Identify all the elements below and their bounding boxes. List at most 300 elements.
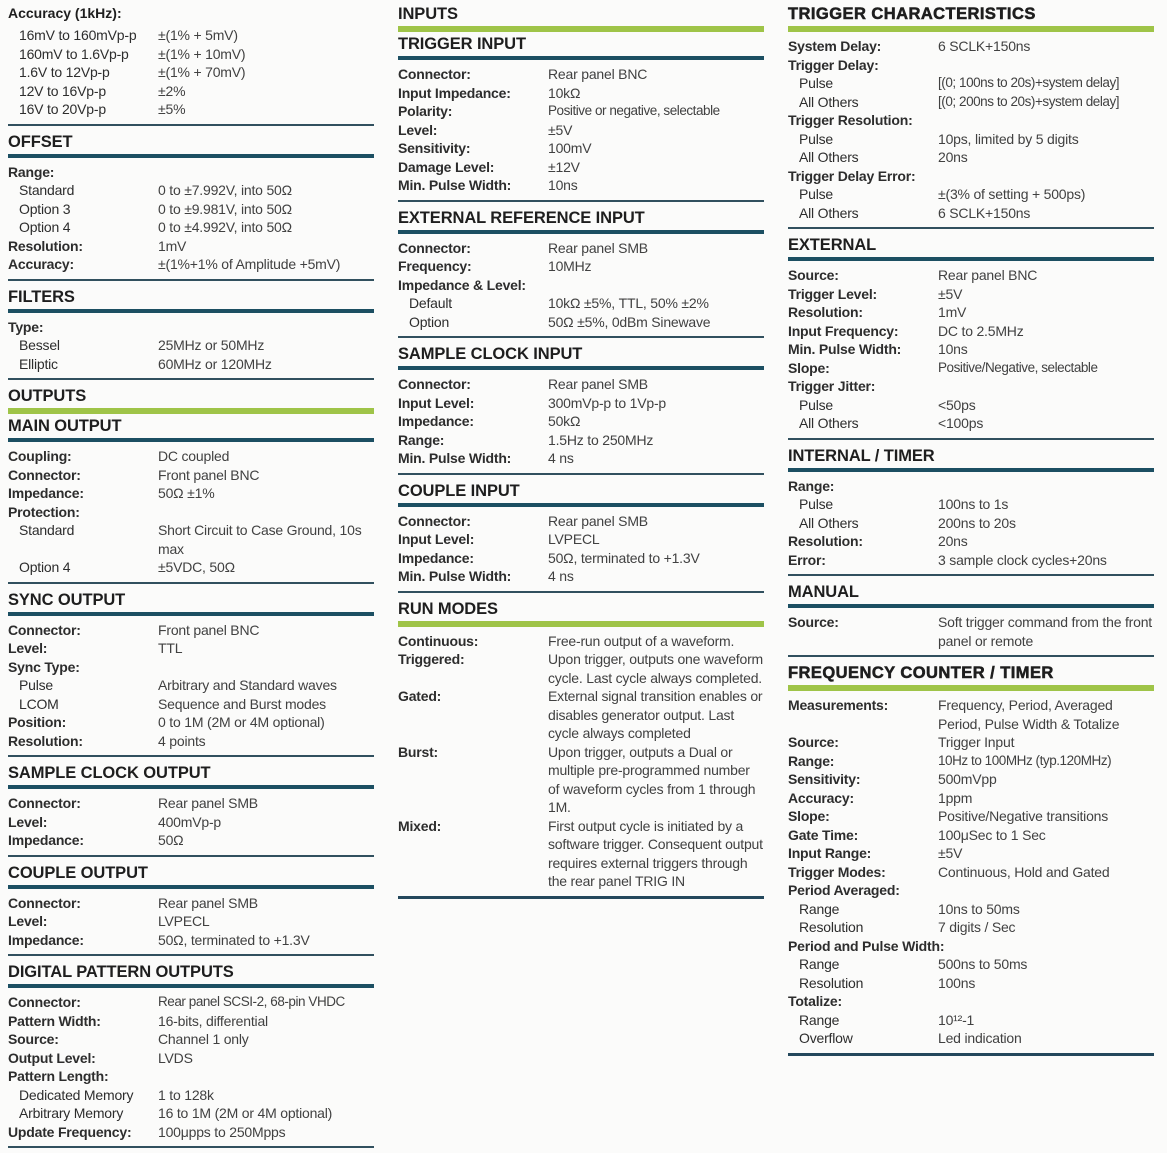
spec-value: 50kΩ bbox=[548, 413, 581, 429]
spec-value: 100ns bbox=[938, 974, 976, 991]
spec-value: 10MHz bbox=[548, 258, 592, 274]
spec-value: 500mVpp bbox=[938, 771, 997, 787]
spec-row bbox=[8, 466, 374, 485]
spec-row bbox=[8, 1012, 374, 1031]
spec-label: Trigger Resolution: bbox=[788, 112, 913, 128]
spec-label: Connector: bbox=[8, 795, 81, 811]
spec-label: Level: bbox=[398, 121, 438, 138]
spec-row bbox=[788, 844, 1154, 863]
spec-label: Coupling: bbox=[8, 448, 72, 464]
spec-value: ±5VDC, 50Ω bbox=[158, 559, 235, 575]
section-title: SAMPLE CLOCK INPUT bbox=[398, 345, 583, 363]
spec-value: 10ns bbox=[548, 177, 578, 193]
section-title: EXTERNAL REFERENCE INPUT bbox=[398, 208, 645, 227]
spec-row bbox=[788, 266, 1154, 285]
spec-value: 200ns to 20s bbox=[938, 514, 1016, 531]
spec-label: Frequency: bbox=[398, 258, 472, 274]
spec-label: Impedance: bbox=[8, 931, 84, 948]
spec-row bbox=[398, 394, 764, 413]
spec-label: Default bbox=[409, 295, 452, 311]
spec-row bbox=[8, 318, 374, 337]
spec-row bbox=[788, 477, 1154, 496]
spec-value: 0 to ±4.992V, into 50Ω bbox=[158, 219, 292, 235]
spec-label: Output Level: bbox=[8, 1049, 96, 1066]
section-title: COUPLE INPUT bbox=[398, 481, 520, 500]
spec-value: Channel 1 only bbox=[158, 1031, 249, 1047]
spec-row bbox=[398, 512, 764, 531]
spec-label: System Delay: bbox=[788, 38, 882, 54]
spec-value: 1mV bbox=[158, 237, 187, 254]
spec-label: Range: bbox=[8, 163, 55, 180]
section-divider bbox=[398, 473, 764, 475]
section-title: OUTPUTS bbox=[8, 387, 87, 405]
spec-row bbox=[788, 532, 1154, 551]
spec-label: Impedance: bbox=[8, 485, 84, 501]
spec-row bbox=[8, 200, 374, 219]
spec-row bbox=[788, 1011, 1154, 1030]
spec-value: Rear panel SCSI-2, 68-pin VHDC bbox=[158, 994, 345, 1009]
spec-row bbox=[788, 285, 1154, 304]
spec-value: DC coupled bbox=[158, 448, 230, 464]
spec-row bbox=[788, 770, 1154, 789]
spec-value: 0 to ±7.992V, into 50Ω bbox=[158, 182, 292, 198]
spec-row bbox=[788, 937, 1154, 956]
spec-row bbox=[788, 322, 1154, 341]
spec-row bbox=[8, 255, 374, 274]
spec-label: Pulse bbox=[799, 496, 834, 512]
spec-label: Range: bbox=[398, 431, 445, 448]
spec-value: Soft trigger command from the front panel or remote bbox=[938, 614, 1152, 649]
spec-value: ±2% bbox=[158, 82, 186, 99]
section-divider bbox=[788, 574, 1154, 576]
spec-row bbox=[398, 239, 764, 258]
spec-row bbox=[788, 340, 1154, 359]
spec-value: 20ns bbox=[938, 149, 968, 165]
spec-label: Pattern Width: bbox=[8, 1012, 101, 1029]
spec-label: Continuous: bbox=[398, 632, 479, 649]
spec-label: Source: bbox=[8, 1031, 59, 1047]
spec-value: Upon trigger, outputs one waveform cycle. Last cycle always completed. bbox=[548, 651, 763, 686]
spec-row bbox=[8, 639, 374, 658]
section-title: OFFSET bbox=[8, 132, 73, 151]
section-internal-timer bbox=[788, 446, 1154, 577]
spec-value: 50Ω ±1% bbox=[158, 485, 215, 501]
spec-label: Trigger Delay: bbox=[788, 56, 879, 73]
spec-row bbox=[788, 974, 1154, 993]
spec-label: Range bbox=[799, 1011, 840, 1028]
spec-row bbox=[788, 74, 1154, 93]
spec-value: 3 sample clock cycles+20ns bbox=[938, 551, 1107, 568]
spec-label: 16V to 20Vp-p bbox=[19, 101, 106, 117]
column-2 bbox=[398, 4, 764, 1148]
spec-value: 1ppm bbox=[938, 789, 973, 806]
spec-row bbox=[398, 176, 764, 195]
spec-label: Option bbox=[409, 313, 450, 330]
spec-row bbox=[8, 931, 374, 950]
spec-label: Overflow bbox=[799, 1030, 853, 1046]
spec-row bbox=[398, 687, 764, 743]
spec-value: [(0; 100ns to 20s)+system delay] bbox=[938, 75, 1120, 90]
spec-label: Min. Pulse Width: bbox=[398, 450, 512, 466]
spec-value: ±(1% + 5mV) bbox=[158, 27, 238, 43]
section-main-output bbox=[8, 416, 374, 584]
spec-value: TTL bbox=[158, 640, 183, 656]
spec-value: 1mV bbox=[938, 304, 967, 320]
spec-label: Input Impedance: bbox=[398, 84, 511, 101]
section-rows bbox=[398, 507, 764, 586]
section-outputs bbox=[8, 386, 374, 414]
spec-value: 10Hz to 100MHz (typ.120MHz) bbox=[938, 752, 1112, 768]
spec-value: Rear panel SMB bbox=[548, 512, 648, 529]
spec-label: Bessel bbox=[19, 337, 60, 353]
spec-label: Trigger Level: bbox=[788, 285, 878, 302]
section-filters bbox=[8, 287, 374, 381]
spec-value: 50Ω, terminated to +1.3V bbox=[548, 549, 700, 566]
spec-value: ±(1% + 10mV) bbox=[158, 45, 246, 62]
spec-row bbox=[788, 414, 1154, 433]
section-rows bbox=[398, 234, 764, 332]
spec-value: 6 SCLK+150ns bbox=[938, 204, 1031, 221]
spec-row bbox=[8, 1030, 374, 1049]
spec-value: Sequence and Burst modes bbox=[158, 695, 326, 712]
spec-label: Sensitivity: bbox=[398, 140, 471, 156]
spec-row bbox=[8, 732, 374, 751]
spec-value: ±5% bbox=[158, 101, 186, 117]
section-external-reference-input bbox=[398, 208, 764, 339]
section-divider bbox=[8, 954, 374, 956]
spec-row bbox=[398, 158, 764, 177]
section-divider bbox=[788, 438, 1154, 440]
section-title: INPUTS bbox=[398, 5, 458, 23]
spec-row bbox=[788, 752, 1154, 771]
spec-row bbox=[788, 185, 1154, 204]
spec-label: Input Frequency: bbox=[788, 322, 899, 339]
spec-label: LCOM bbox=[19, 695, 59, 712]
section-underline bbox=[398, 26, 764, 32]
spec-value: 4 points bbox=[158, 732, 206, 749]
spec-label: Connector: bbox=[8, 994, 81, 1010]
spec-label: Standard bbox=[19, 182, 75, 198]
spec-value: Positive/Negative transitions bbox=[938, 808, 1109, 824]
spec-value: 50Ω bbox=[158, 832, 184, 848]
spec-row bbox=[8, 503, 374, 522]
spec-label: Accuracy: bbox=[8, 256, 74, 272]
section-rows bbox=[8, 789, 374, 850]
spec-label: Sync Type: bbox=[8, 658, 80, 675]
section-run-modes bbox=[398, 599, 764, 899]
spec-value: 10ns to 50ms bbox=[938, 900, 1020, 917]
spec-row bbox=[788, 918, 1154, 937]
spec-row bbox=[398, 530, 764, 549]
section-trigger-input bbox=[398, 34, 764, 202]
section-rows bbox=[398, 370, 764, 468]
spec-label: Connector: bbox=[8, 894, 81, 911]
section-frequency-counter-timer bbox=[788, 663, 1154, 1056]
spec-row bbox=[8, 355, 374, 374]
spec-value: LVPECL bbox=[548, 531, 600, 547]
spec-label: Totalize: bbox=[788, 993, 842, 1009]
spec-row bbox=[788, 37, 1154, 56]
spec-label: Min. Pulse Width: bbox=[398, 568, 512, 584]
spec-row bbox=[788, 826, 1154, 845]
spec-label: Resolution bbox=[799, 919, 864, 935]
section-rows bbox=[8, 313, 374, 374]
spec-value: Front panel BNC bbox=[158, 466, 260, 483]
spec-row bbox=[788, 807, 1154, 826]
spec-row bbox=[788, 696, 1154, 733]
section-title: EXTERNAL bbox=[788, 236, 877, 254]
spec-label: Option 4 bbox=[19, 559, 71, 575]
spec-value: 1 to 128k bbox=[158, 1086, 214, 1103]
section-rows bbox=[788, 608, 1154, 650]
spec-label: Range bbox=[799, 900, 840, 917]
section-divider bbox=[788, 655, 1154, 657]
spec-row bbox=[8, 1067, 374, 1086]
spec-label: 160mV to 1.6Vp-p bbox=[19, 45, 129, 62]
spec-row bbox=[788, 881, 1154, 900]
section-rows bbox=[8, 442, 374, 577]
section-divider bbox=[398, 336, 764, 338]
spec-value: 10ps, limited by 5 digits bbox=[938, 130, 1079, 147]
spec-value: Positive/Negative, selectable bbox=[938, 359, 1098, 375]
spec-value: 10kΩ bbox=[548, 84, 581, 101]
spec-label: Impedance: bbox=[398, 413, 474, 429]
section-divider bbox=[398, 896, 764, 899]
section-offset bbox=[8, 132, 374, 281]
spec-row bbox=[8, 82, 374, 101]
spec-label: Level: bbox=[8, 813, 48, 830]
spec-row bbox=[8, 181, 374, 200]
section-divider bbox=[8, 755, 374, 757]
spec-label: Min. Pulse Width: bbox=[398, 177, 512, 193]
spec-row bbox=[788, 303, 1154, 322]
spec-label: Measurements: bbox=[788, 697, 889, 713]
spec-value: 7 digits / Sec bbox=[938, 919, 1016, 935]
spec-row bbox=[398, 257, 764, 276]
section-rows bbox=[788, 472, 1154, 570]
spec-label: Input Range: bbox=[788, 845, 872, 861]
spec-row bbox=[8, 993, 374, 1012]
spec-row bbox=[788, 167, 1154, 186]
spec-row bbox=[398, 549, 764, 568]
spec-label: Burst: bbox=[398, 743, 439, 760]
spec-label: All Others bbox=[799, 514, 859, 531]
spec-label: 1.6V to 12Vp-p bbox=[19, 64, 110, 80]
spec-value: 25MHz or 50MHz bbox=[158, 337, 265, 353]
section-title: TRIGGER INPUT bbox=[398, 35, 526, 53]
section-rows bbox=[788, 32, 1154, 222]
spec-label: Range: bbox=[788, 752, 835, 769]
section-title: MAIN OUTPUT bbox=[8, 417, 122, 435]
column-3 bbox=[788, 4, 1154, 1148]
spec-row bbox=[8, 1123, 374, 1142]
spec-row bbox=[8, 676, 374, 695]
spec-label: Range: bbox=[788, 477, 835, 494]
spec-label: Pulse bbox=[19, 677, 54, 693]
section-rows bbox=[788, 261, 1154, 433]
spec-value: Rear panel SMB bbox=[158, 795, 258, 811]
spec-value: LVDS bbox=[158, 1049, 193, 1066]
spec-row bbox=[8, 621, 374, 640]
section-divider bbox=[398, 200, 764, 202]
section-title: SYNC OUTPUT bbox=[8, 590, 126, 609]
spec-row bbox=[788, 733, 1154, 752]
spec-label: All Others bbox=[799, 415, 859, 431]
spec-value: Continuous, Hold and Gated bbox=[938, 863, 1110, 880]
section-rows bbox=[8, 616, 374, 751]
spec-value: Rear panel SMB bbox=[158, 894, 258, 911]
spec-value: 100ns to 1s bbox=[938, 496, 1009, 512]
spec-value: 16 to 1M (2M or 4M optional) bbox=[158, 1105, 333, 1121]
spec-row bbox=[8, 100, 374, 119]
spec-value: 300mVp-p to 1Vp-p bbox=[548, 394, 667, 411]
spec-row bbox=[788, 863, 1154, 882]
spec-label: Connector: bbox=[398, 512, 471, 529]
spec-label: Sensitivity: bbox=[788, 771, 861, 787]
spec-value: 10ns bbox=[938, 341, 968, 357]
spec-value: ±(1% + 70mV) bbox=[158, 64, 246, 80]
spec-row bbox=[788, 396, 1154, 415]
section-title: FILTERS bbox=[8, 287, 75, 306]
spec-row bbox=[398, 449, 764, 468]
spec-label: Pulse bbox=[799, 186, 834, 202]
section-title: SAMPLE CLOCK OUTPUT bbox=[8, 764, 211, 782]
spec-value: ±5V bbox=[938, 285, 963, 302]
spec-label: Error: bbox=[788, 551, 826, 568]
spec-row bbox=[398, 375, 764, 394]
spec-row bbox=[788, 789, 1154, 808]
spec-label: Level: bbox=[8, 913, 48, 929]
spec-value: 100μpps to 250Mpps bbox=[158, 1123, 286, 1140]
spec-label: Arbitrary Memory bbox=[19, 1105, 124, 1121]
spec-row bbox=[398, 121, 764, 140]
section-accuracy-1khz bbox=[8, 4, 374, 126]
spec-value: Upon trigger, outputs a Dual or multiple pre-programmed number of waveform cycles from 1 through 1M. bbox=[548, 743, 756, 815]
spec-row bbox=[398, 743, 764, 817]
spec-label: Dedicated Memory bbox=[19, 1086, 134, 1103]
spec-label: Slope: bbox=[788, 359, 830, 376]
spec-value: 16-bits, differential bbox=[158, 1012, 268, 1029]
spec-row bbox=[398, 817, 764, 891]
section-divider bbox=[8, 582, 374, 584]
spec-row bbox=[8, 1086, 374, 1105]
column-1 bbox=[8, 4, 374, 1148]
spec-row bbox=[8, 26, 374, 45]
spec-value: ±5V bbox=[548, 121, 573, 138]
spec-row bbox=[788, 514, 1154, 533]
section-title: INTERNAL / TIMER bbox=[788, 446, 935, 465]
spec-label: All Others bbox=[799, 204, 859, 221]
section-title: RUN MODES bbox=[398, 599, 498, 618]
spec-value: 10¹²-1 bbox=[938, 1011, 975, 1028]
section-trigger-characteristics bbox=[788, 4, 1154, 229]
spec-row bbox=[8, 794, 374, 813]
section-manual bbox=[788, 582, 1154, 657]
spec-label: Min. Pulse Width: bbox=[788, 341, 902, 357]
spec-label: Position: bbox=[8, 714, 67, 730]
spec-row bbox=[398, 650, 764, 687]
spec-value: Frequency, Period, Averaged Period, Pulse Width & Totalize bbox=[938, 697, 1120, 732]
spec-label: Resolution bbox=[799, 974, 864, 991]
spec-row bbox=[788, 56, 1154, 75]
spec-row bbox=[398, 567, 764, 586]
spec-row bbox=[8, 447, 374, 466]
spec-row bbox=[398, 431, 764, 450]
spec-label: Range bbox=[799, 956, 840, 972]
section-rows bbox=[8, 158, 374, 274]
spec-row bbox=[8, 831, 374, 850]
section-external bbox=[788, 235, 1154, 440]
section-title: FREQUENCY COUNTER / TIMER bbox=[788, 664, 1054, 682]
spec-label: Pulse bbox=[799, 75, 834, 91]
spec-value: Rear panel SMB bbox=[548, 376, 648, 392]
section-divider bbox=[788, 227, 1154, 229]
section-title: DIGITAL PATTERN OUTPUTS bbox=[8, 963, 234, 981]
spec-value: Short Circuit to Case Ground, 10s max bbox=[158, 522, 362, 557]
spec-label: Resolution: bbox=[788, 533, 863, 549]
spec-value: Rear panel BNC bbox=[548, 66, 648, 82]
spec-value: 20ns bbox=[938, 533, 968, 549]
spec-value: Front panel BNC bbox=[158, 621, 260, 638]
spec-row bbox=[398, 632, 764, 651]
spec-value: Free-run output of a waveform. bbox=[548, 632, 735, 649]
spec-label: Trigger Jitter: bbox=[788, 378, 876, 394]
spec-label: Triggered: bbox=[398, 651, 465, 667]
spec-label: Source: bbox=[788, 734, 839, 750]
spec-row bbox=[398, 139, 764, 158]
spec-label: Pulse bbox=[799, 130, 834, 147]
spec-label: Trigger Modes: bbox=[788, 863, 886, 880]
spec-value: 50Ω ±5%, 0dBm Sinewave bbox=[548, 313, 711, 330]
spec-row bbox=[788, 111, 1154, 130]
spec-label: Slope: bbox=[788, 808, 830, 824]
spec-row bbox=[398, 412, 764, 431]
spec-row bbox=[788, 551, 1154, 570]
spec-label: Connector: bbox=[398, 239, 471, 256]
section-rows bbox=[8, 889, 374, 950]
spec-label: Resolution: bbox=[788, 304, 863, 320]
spec-label: Damage Level: bbox=[398, 158, 495, 175]
section-couple-output bbox=[8, 863, 374, 957]
spec-row bbox=[398, 65, 764, 84]
spec-label: Accuracy: bbox=[788, 789, 854, 806]
spec-value: Arbitrary and Standard waves bbox=[158, 677, 337, 693]
spec-value: ±5V bbox=[938, 845, 963, 861]
spec-row bbox=[788, 359, 1154, 378]
section-sample-clock-output bbox=[8, 763, 374, 857]
section-rows bbox=[398, 627, 764, 891]
spec-value: 100μSec to 1 Sec bbox=[938, 826, 1046, 843]
spec-label: All Others bbox=[799, 149, 859, 165]
section-inputs bbox=[398, 4, 764, 32]
spec-value: [(0; 200ns to 20s)+system delay] bbox=[938, 93, 1120, 109]
spec-label: Protection: bbox=[8, 503, 80, 520]
section-sync-output bbox=[8, 590, 374, 758]
spec-label: All Others bbox=[799, 93, 859, 110]
spec-row bbox=[788, 955, 1154, 974]
spec-label: Update Frequency: bbox=[8, 1123, 132, 1140]
section-digital-pattern-outputs bbox=[8, 962, 374, 1148]
spec-row bbox=[788, 93, 1154, 112]
spec-row bbox=[788, 992, 1154, 1011]
spec-label: Elliptic bbox=[19, 355, 58, 372]
spec-label: Pattern Length: bbox=[8, 1068, 109, 1084]
spec-row bbox=[8, 484, 374, 503]
spec-label: Polarity: bbox=[398, 103, 453, 119]
spec-row bbox=[788, 148, 1154, 167]
spec-value: 500ns to 50ms bbox=[938, 956, 1028, 972]
spec-value: First output cycle is initiated by a software trigger. Consequent output requires external triggers through the rear panel TRIG IN bbox=[548, 817, 763, 889]
